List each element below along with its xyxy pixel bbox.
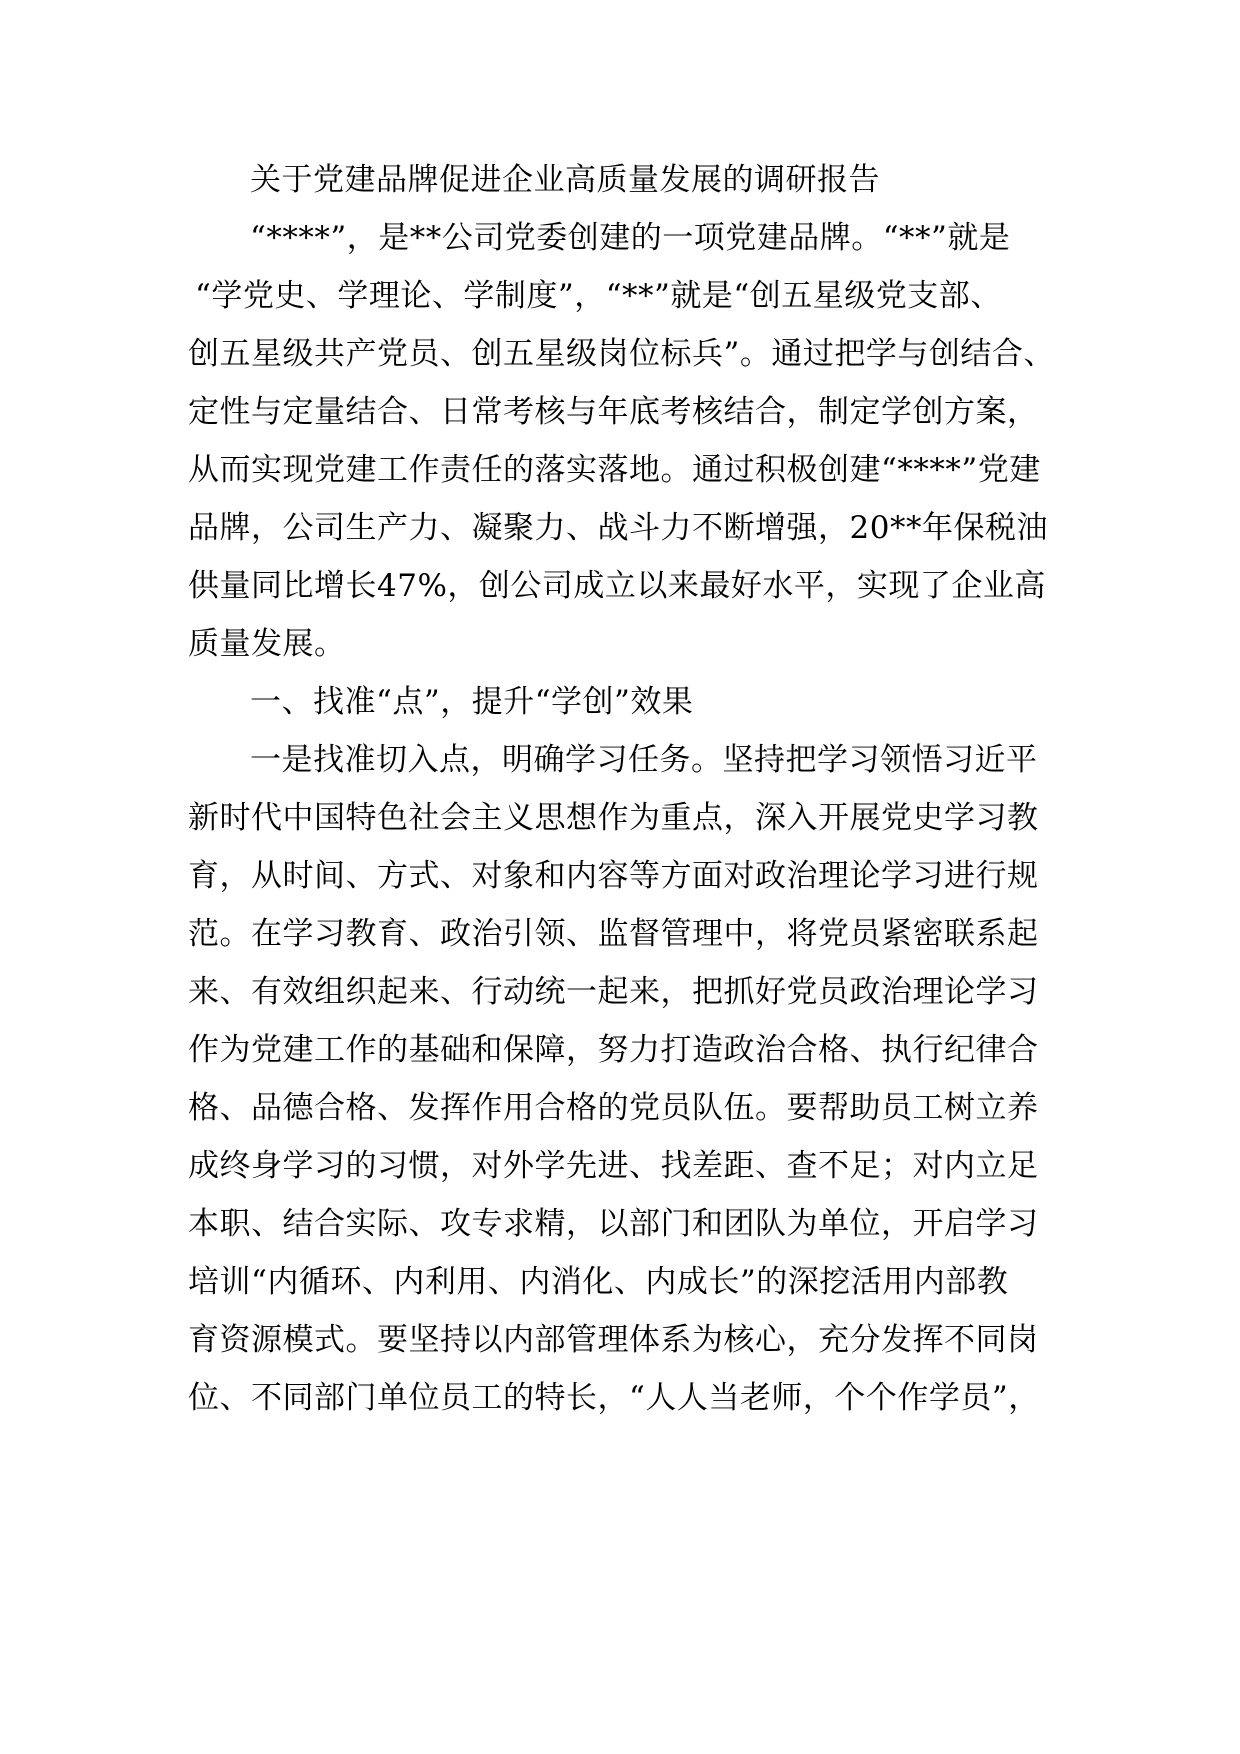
document-title: 关于党建品牌促进企业高质量发展的调研报告 bbox=[250, 162, 880, 198]
paragraph-line: 格、品德合格、发挥作用合格的党员队伍。要帮助员工树立养 bbox=[188, 1090, 1039, 1126]
paragraph-line: 本职、结合实际、攻专求精，以部门和团队为单位，开启学习 bbox=[188, 1206, 1039, 1242]
paragraph-line: 作为党建工作的基础和保障，努力打造政治合格、执行纪律合 bbox=[188, 1032, 1039, 1068]
paragraph-line: “学党史、学理论、学制度”，“**”就是“创五星级党支部、 bbox=[195, 278, 1002, 314]
paragraph-line: 育资源模式。要坚持以内部管理体系为核心，充分发挥不同岗 bbox=[188, 1322, 1039, 1358]
paragraph-line: 来、有效组织起来、行动统一起来，把抓好党员政治理论学习 bbox=[188, 974, 1039, 1010]
paragraph-line: 新时代中国特色社会主义思想作为重点，深入开展党史学习教 bbox=[188, 800, 1039, 836]
paragraph-line: 培训“内循环、内利用、内消化、内成长”的深挖活用内部教 bbox=[188, 1264, 1009, 1300]
paragraph-line: 质量发展。 bbox=[188, 626, 346, 662]
paragraph-line: 成终身学习的习惯，对外学先进、找差距、查不足；对内立足 bbox=[188, 1148, 1039, 1184]
section-heading: 一、找准“点”，提升“学创”效果 bbox=[250, 684, 694, 720]
paragraph-line: “****”，是**公司党委创建的一项党建品牌。“**”就是 bbox=[250, 220, 1011, 256]
paragraph-line: 育，从时间、方式、对象和内容等方面对政治理论学习进行规 bbox=[188, 858, 1039, 894]
paragraph-line: 创五星级共产党员、创五星级岗位标兵”。通过把学与创结合、 bbox=[188, 336, 1055, 372]
paragraph-line: 定性与定量结合、日常考核与年底考核结合，制定学创方案， bbox=[188, 394, 1039, 430]
paragraph-line: 范。在学习教育、政治引领、监督管理中，将党员紧密联系起 bbox=[188, 916, 1039, 952]
paragraph-line: 从而实现党建工作责任的落实落地。通过积极创建“****”党建 bbox=[188, 452, 1041, 488]
paragraph-line: 品牌，公司生产力、凝聚力、战斗力不断增强，20**年保税油 bbox=[188, 510, 1048, 546]
paragraph-line: 供量同比增长47%，创公司成立以来最好水平，实现了企业高 bbox=[188, 568, 1046, 604]
paragraph-line: 一是找准切入点，明确学习任务。坚持把学习领悟习近平 bbox=[250, 742, 1038, 778]
paragraph-line: 位、不同部门单位员工的特长，“人人当老师，个个作学员”， bbox=[188, 1380, 1040, 1416]
